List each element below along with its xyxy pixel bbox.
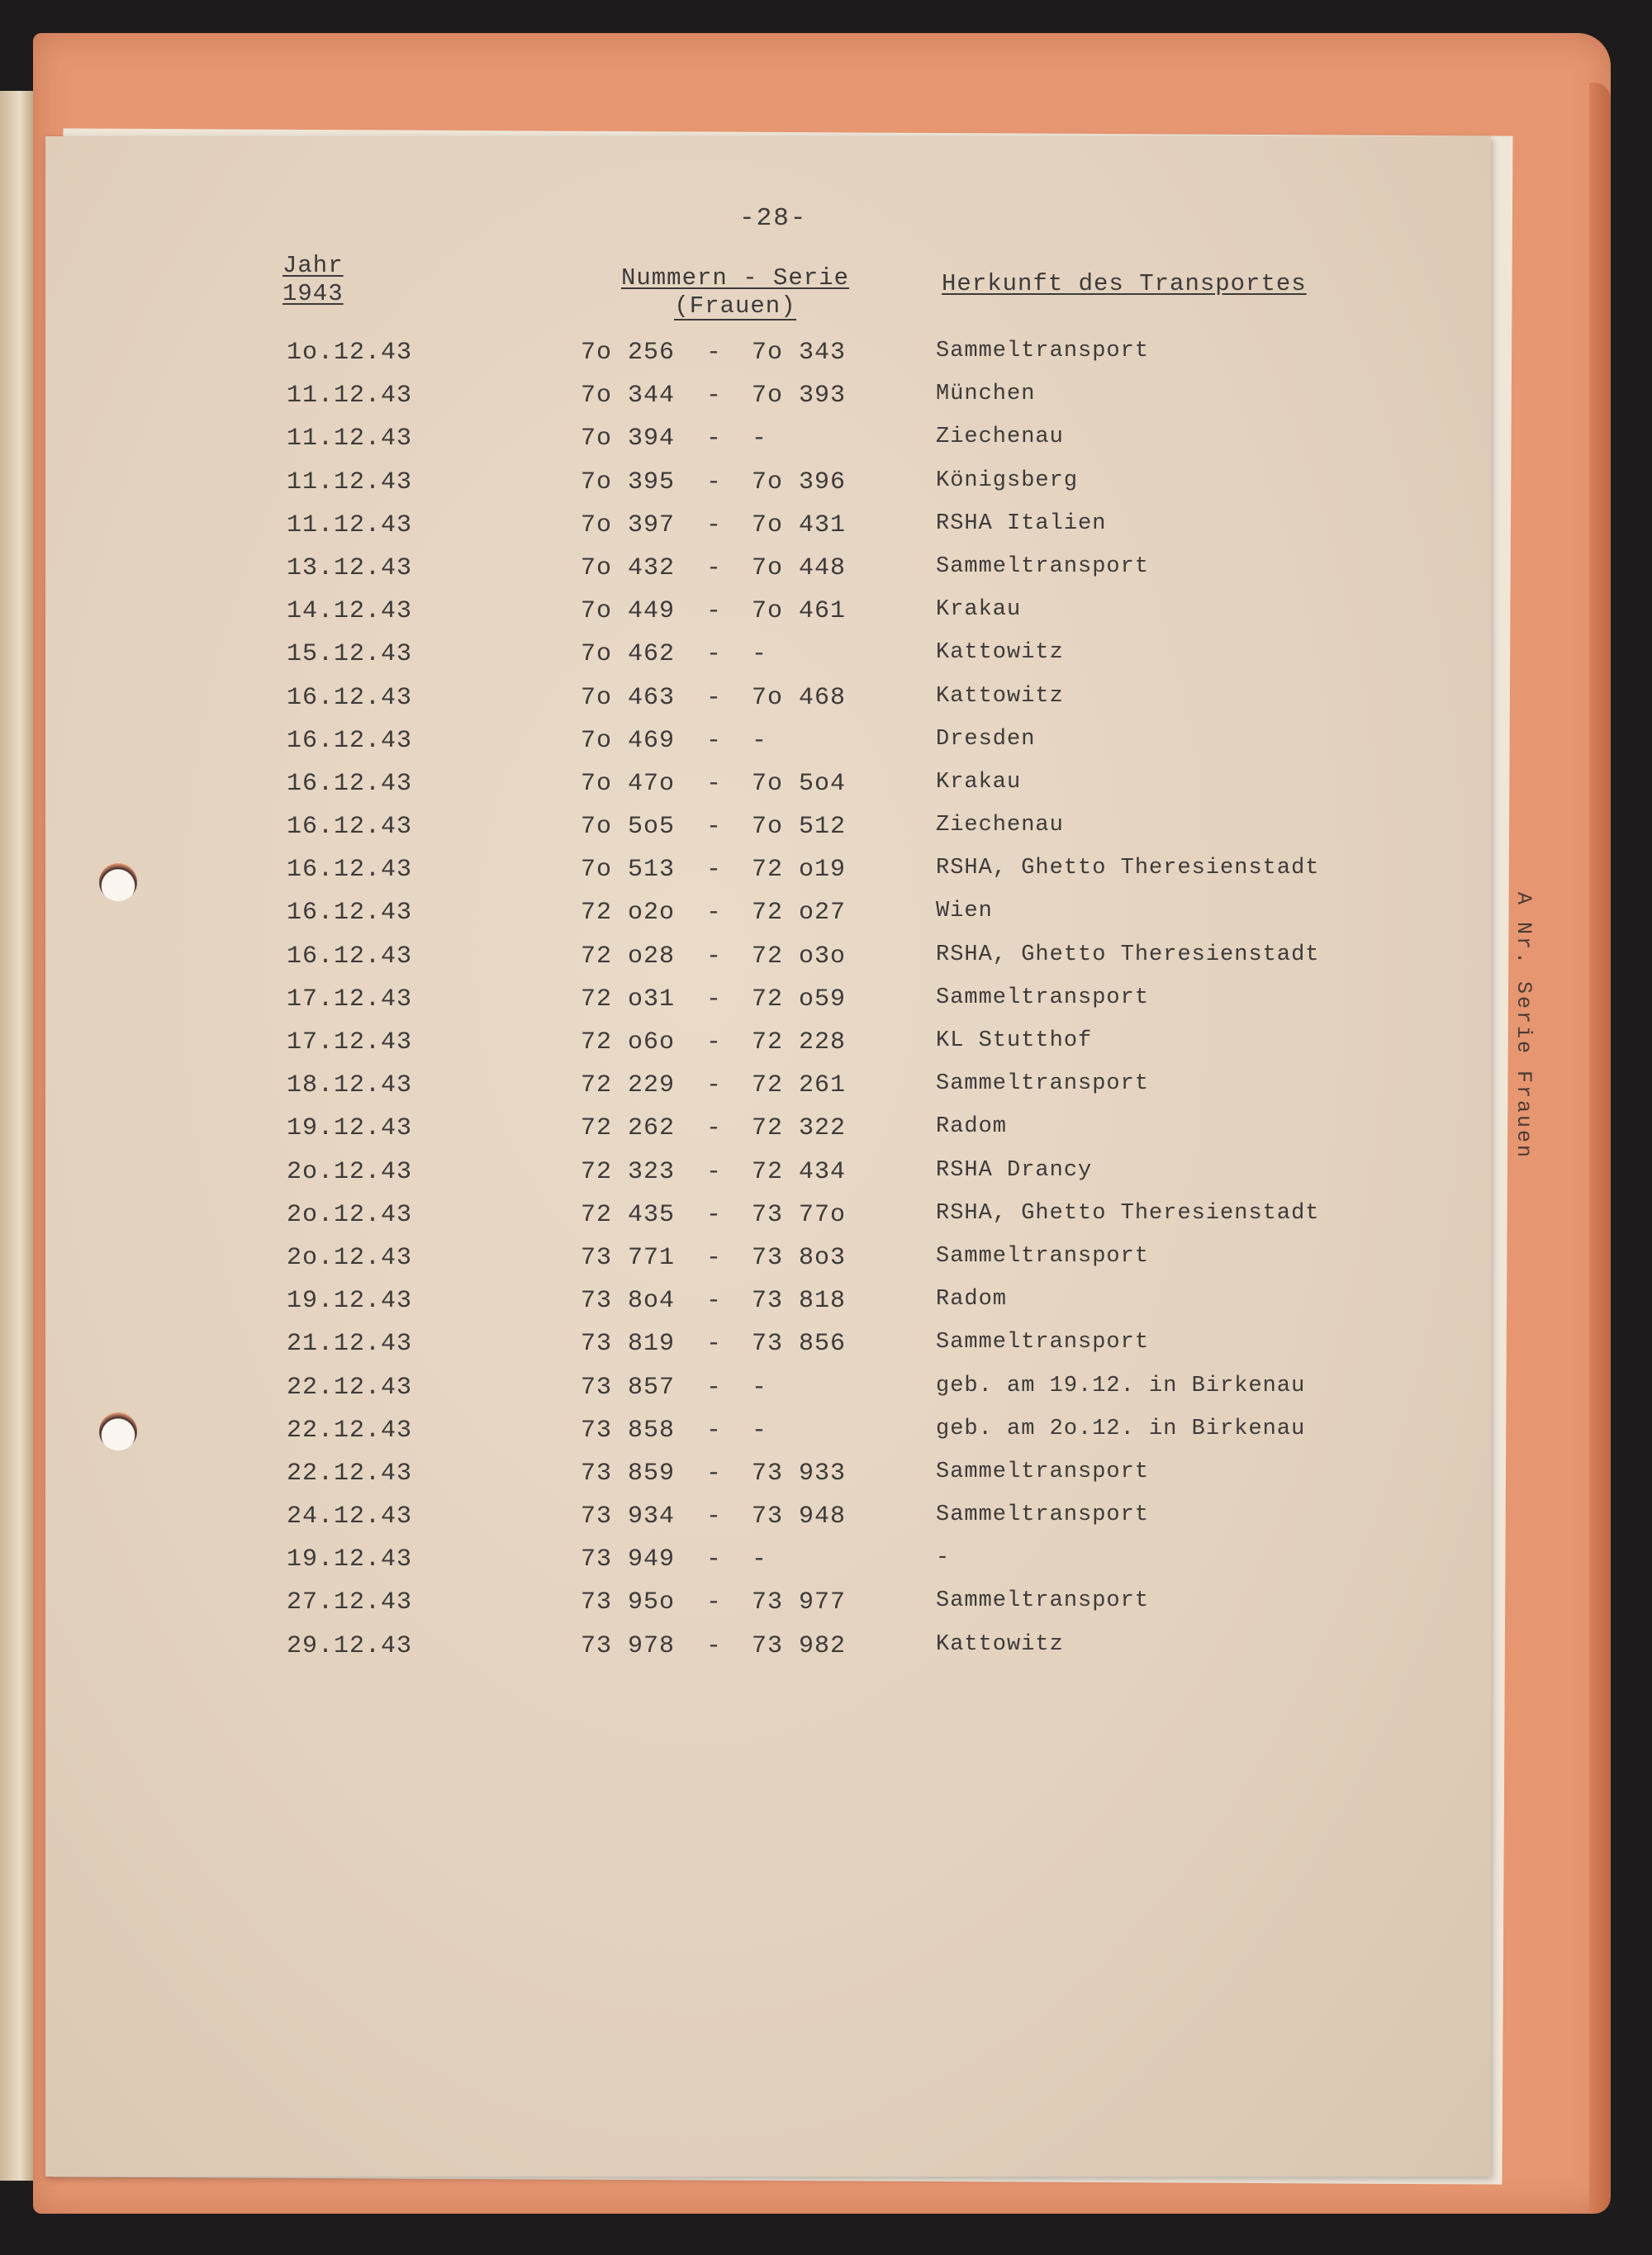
document-page	[45, 136, 1491, 2177]
row-number-to: -	[752, 425, 768, 453]
row-number-to: 7o 461	[752, 597, 847, 626]
row-number-to: -	[752, 640, 768, 669]
table-row	[45, 684, 1491, 727]
header-year-value: 1943	[282, 280, 344, 307]
row-number-from: 7o 513	[581, 856, 676, 885]
row-number-to: 7o 468	[752, 683, 847, 712]
row-date: 16.12.43	[287, 683, 413, 712]
row-dash: -	[706, 640, 723, 669]
row-number-from: 7o 397	[581, 510, 676, 539]
row-dash: -	[706, 1373, 723, 1402]
table-row	[45, 597, 1491, 640]
row-date: 27.12.43	[287, 1588, 413, 1617]
row-date: 17.12.43	[287, 1028, 413, 1056]
row-number-from: 73 771	[581, 1243, 676, 1272]
row-number-from: 73 978	[581, 1631, 676, 1660]
row-origin: geb. am 2o.12. in Birkenau	[936, 1416, 1306, 1441]
row-origin: Ziechenau	[936, 813, 1064, 838]
row-number-to: -	[752, 1545, 768, 1574]
row-number-to: 7o 343	[752, 339, 847, 367]
row-date: 22.12.43	[287, 1416, 413, 1445]
table-row	[45, 382, 1491, 425]
row-number-from: 72 o28	[581, 942, 676, 971]
row-dash: -	[706, 985, 723, 1014]
margin-note: A Nr. Serie Frauen	[1512, 892, 1536, 1161]
row-origin: Kattowitz	[936, 683, 1064, 709]
row-number-to: 7o 396	[752, 468, 847, 496]
table-row	[45, 511, 1491, 554]
row-origin: Kattowitz	[936, 640, 1064, 666]
header-origin-label: Herkunft des Transportes	[942, 270, 1307, 297]
row-date: 2o.12.43	[287, 1200, 413, 1229]
row-date: 16.12.43	[287, 899, 413, 928]
row-number-from: 7o 47o	[581, 769, 676, 798]
folder-spine	[1589, 83, 1611, 2214]
row-date: 19.12.43	[287, 1545, 413, 1574]
row-number-from: 73 858	[581, 1416, 676, 1445]
row-dash: -	[706, 1588, 723, 1617]
table-row	[45, 1287, 1491, 1330]
row-origin: Sammeltransport	[936, 985, 1150, 1010]
row-dash: -	[706, 942, 723, 971]
row-date: 18.12.43	[287, 1071, 413, 1100]
row-date: 11.12.43	[287, 382, 413, 411]
row-date: 11.12.43	[287, 510, 413, 539]
row-origin: Sammeltransport	[936, 1330, 1150, 1355]
row-number-to: -	[752, 726, 768, 755]
row-date: 29.12.43	[287, 1631, 413, 1660]
header-numbers	[611, 264, 859, 320]
row-origin: Sammeltransport	[936, 1588, 1150, 1614]
row-number-to: 72 o19	[752, 856, 847, 885]
row-origin: RSHA Italien	[936, 510, 1107, 536]
row-number-from: 7o 344	[581, 382, 676, 411]
row-dash: -	[706, 1330, 723, 1359]
row-origin: Wien	[936, 899, 993, 924]
table-row	[45, 1417, 1491, 1460]
row-origin: Königsberg	[936, 468, 1079, 493]
row-date: 2o.12.43	[287, 1157, 413, 1186]
row-number-from: 73 95o	[581, 1588, 676, 1617]
row-date: 21.12.43	[287, 1330, 413, 1359]
row-number-to: 7o 512	[752, 813, 847, 842]
row-number-from: 73 859	[581, 1459, 676, 1488]
header-year	[282, 252, 344, 308]
row-number-from: 7o 463	[581, 683, 676, 712]
row-number-from: 7o 469	[581, 726, 676, 755]
row-date: 15.12.43	[287, 640, 413, 669]
row-dash: -	[706, 1071, 723, 1100]
row-number-from: 72 262	[581, 1114, 676, 1143]
table-row	[45, 1632, 1491, 1675]
row-number-from: 7o 449	[581, 597, 676, 626]
row-number-to: 73 818	[752, 1287, 847, 1316]
row-dash: -	[706, 856, 723, 885]
row-origin: Sammeltransport	[936, 1071, 1150, 1097]
table-row	[45, 813, 1491, 856]
row-date: 16.12.43	[287, 856, 413, 885]
table-row	[45, 770, 1491, 813]
header-year-label: Jahr	[282, 252, 344, 279]
row-number-from: 7o 256	[581, 339, 676, 367]
row-dash: -	[706, 382, 723, 411]
row-dash: -	[706, 510, 723, 539]
table-row	[45, 899, 1491, 942]
row-number-to: 73 982	[752, 1631, 847, 1660]
row-date: 16.12.43	[287, 942, 413, 971]
row-origin: Sammeltransport	[936, 1459, 1150, 1484]
row-dash: -	[706, 339, 723, 367]
table-row	[45, 1114, 1491, 1157]
row-number-to: 7o 448	[752, 553, 847, 582]
row-origin: RSHA, Ghetto Theresienstadt	[936, 1200, 1320, 1226]
row-dash: -	[706, 1503, 723, 1531]
row-dash: -	[706, 425, 723, 453]
table-row	[45, 1545, 1491, 1588]
row-dash: -	[706, 1114, 723, 1143]
row-number-to: 72 228	[752, 1028, 847, 1056]
table-row	[45, 1158, 1491, 1201]
row-origin: RSHA, Ghetto Theresienstadt	[936, 942, 1320, 967]
row-date: 1o.12.43	[287, 339, 413, 367]
table-row	[45, 1374, 1491, 1417]
row-number-to: 73 856	[752, 1330, 847, 1359]
row-dash: -	[706, 1157, 723, 1186]
row-date: 11.12.43	[287, 425, 413, 453]
row-origin: Kattowitz	[936, 1631, 1064, 1657]
table-row	[45, 640, 1491, 683]
row-number-from: 72 o6o	[581, 1028, 676, 1056]
row-number-from: 7o 5o5	[581, 813, 676, 842]
row-origin: Ziechenau	[936, 425, 1064, 450]
row-origin: Radom	[936, 1287, 1008, 1313]
row-number-from: 72 435	[581, 1200, 676, 1229]
row-number-to: 73 977	[752, 1588, 847, 1617]
row-origin: Krakau	[936, 769, 1022, 795]
row-number-to: 72 434	[752, 1157, 847, 1186]
row-origin: Krakau	[936, 597, 1022, 623]
table-row	[45, 727, 1491, 770]
row-origin: RSHA, Ghetto Theresienstadt	[936, 856, 1320, 881]
row-number-to: 72 322	[752, 1114, 847, 1143]
row-dash: -	[706, 1416, 723, 1445]
row-date: 17.12.43	[287, 985, 413, 1014]
row-dash: -	[706, 553, 723, 582]
table-row	[45, 1588, 1491, 1631]
table-row	[45, 1028, 1491, 1071]
row-dash: -	[706, 813, 723, 842]
row-number-to: -	[752, 1373, 768, 1402]
row-origin: Sammeltransport	[936, 1243, 1150, 1269]
row-dash: -	[706, 1243, 723, 1272]
row-origin: Radom	[936, 1114, 1008, 1140]
row-number-to: 73 77o	[752, 1200, 847, 1229]
table-row	[45, 1201, 1491, 1244]
table-row	[45, 339, 1491, 382]
table-row	[45, 942, 1491, 985]
row-date: 16.12.43	[287, 813, 413, 842]
row-dash: -	[706, 1287, 723, 1316]
table-row	[45, 856, 1491, 899]
row-date: 14.12.43	[287, 597, 413, 626]
row-number-from: 73 934	[581, 1503, 676, 1531]
row-date: 11.12.43	[287, 468, 413, 496]
row-date: 24.12.43	[287, 1503, 413, 1531]
row-origin: -	[936, 1545, 951, 1571]
row-origin: geb. am 19.12. in Birkenau	[936, 1373, 1306, 1398]
row-date: 19.12.43	[287, 1114, 413, 1143]
header-origin	[942, 270, 1307, 298]
row-date: 13.12.43	[287, 553, 413, 582]
row-dash: -	[706, 683, 723, 712]
row-origin: RSHA Drancy	[936, 1157, 1093, 1183]
row-date: 22.12.43	[287, 1373, 413, 1402]
table-row	[45, 1330, 1491, 1373]
row-number-from: 73 819	[581, 1330, 676, 1359]
row-dash: -	[706, 1200, 723, 1229]
row-dash: -	[706, 597, 723, 626]
row-number-to: 7o 393	[752, 382, 847, 411]
row-origin: Dresden	[936, 726, 1036, 752]
page-number: -28-	[739, 204, 808, 233]
row-origin: Sammeltransport	[936, 553, 1150, 579]
row-origin: Sammeltransport	[936, 339, 1150, 363]
row-date: 2o.12.43	[287, 1243, 413, 1272]
row-number-to: 7o 5o4	[752, 769, 847, 798]
row-dash: -	[706, 726, 723, 755]
row-number-from: 7o 395	[581, 468, 676, 496]
row-dash: -	[706, 1028, 723, 1056]
row-origin: Sammeltransport	[936, 1503, 1150, 1528]
table-row	[45, 1244, 1491, 1287]
row-dash: -	[706, 769, 723, 798]
row-number-to: 73 933	[752, 1459, 847, 1488]
row-date: 22.12.43	[287, 1459, 413, 1488]
row-number-to: 73 948	[752, 1503, 847, 1531]
table-row	[45, 1460, 1491, 1503]
row-number-from: 73 8o4	[581, 1287, 676, 1316]
header-numbers-sub: (Frauen)	[674, 292, 796, 320]
table-row	[45, 1071, 1491, 1114]
row-date: 16.12.43	[287, 726, 413, 755]
row-date: 19.12.43	[287, 1287, 413, 1316]
row-number-to: -	[752, 1416, 768, 1445]
row-number-from: 72 229	[581, 1071, 676, 1100]
row-number-to: 7o 431	[752, 510, 847, 539]
row-origin: München	[936, 382, 1036, 407]
table-row	[45, 985, 1491, 1028]
row-dash: -	[706, 1459, 723, 1488]
row-number-to: 73 8o3	[752, 1243, 847, 1272]
row-dash: -	[706, 899, 723, 928]
table-row	[45, 1503, 1491, 1545]
table-row	[45, 554, 1491, 597]
row-number-to: 72 o59	[752, 985, 847, 1014]
table-row	[45, 468, 1491, 511]
row-number-to: 72 261	[752, 1071, 847, 1100]
row-number-from: 72 o31	[581, 985, 676, 1014]
row-dash: -	[706, 468, 723, 496]
row-number-from: 7o 432	[581, 553, 676, 582]
table-row	[45, 425, 1491, 468]
row-number-to: 72 o3o	[752, 942, 847, 971]
row-number-to: 72 o27	[752, 899, 847, 928]
header-numbers-label: Nummern - Serie	[620, 264, 850, 292]
binder-edge	[0, 91, 33, 2181]
row-number-from: 73 857	[581, 1373, 676, 1402]
row-number-from: 72 323	[581, 1157, 676, 1186]
row-number-from: 7o 462	[581, 640, 676, 669]
row-number-from: 7o 394	[581, 425, 676, 453]
row-date: 16.12.43	[287, 769, 413, 798]
row-number-from: 73 949	[581, 1545, 676, 1574]
row-origin: KL Stutthof	[936, 1028, 1093, 1053]
transport-table	[45, 339, 1491, 1675]
row-dash: -	[706, 1631, 723, 1660]
row-dash: -	[706, 1545, 723, 1574]
row-number-from: 72 o2o	[581, 899, 676, 928]
